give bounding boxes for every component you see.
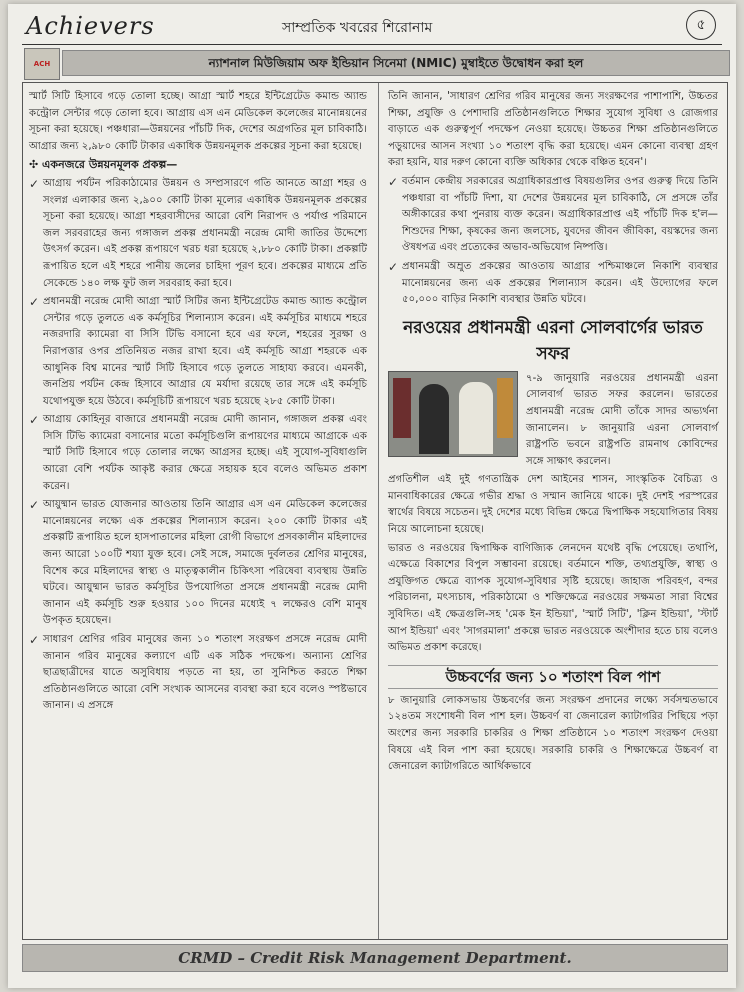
list-item-text: আগ্রায় পর্যটন পরিকাঠামোর উন্নয়ন ও সম্প্রসারণে গতি আনতে আগ্রা শহর ও সংলগ্ন এলাকার জন্য ২,৯০০ কোটি টাকা মূল্যের একাধিক উন্নয়নমূলক প্রকল্পের সূচনা করা হয়েছে। আগ্রা শহরবাসীদের আরো বেশি নিরাপদ ও পর্যাপ্ত পরিমানে জল সরবরাহের জন্য গঙ্গাজল প্রকল্প প্রধানমন্ত্রী নরেন্দ্র মোদী জাতির উদ্দেশ্যে উৎসর্গ করেন। এই প্রকল্প রূপায়ণে খরচ ধরা হয়েছে ২,৮৮০ কোটি টাকা। প্রকল্পটি রূপায়িত হলে এই শহরে পানীয় জলের চাহিদা পূরণ হবে। প্রকল্পের মাধ্যমে প্রতি সেকেন্ডে ১৪০ লক্ষ ফুট জল সরবরাহ করা হবে। bbox=[43, 177, 367, 289]
footer-department: CRMD – Credit Risk Management Department. bbox=[22, 944, 728, 972]
checkmark-icon: ✓ bbox=[29, 295, 40, 310]
column-divider bbox=[378, 83, 379, 939]
achievers-logo-icon: ACH bbox=[24, 48, 60, 80]
flag-icon bbox=[497, 378, 513, 438]
page-number: ৫ bbox=[686, 10, 716, 40]
checkmark-icon: ✓ bbox=[388, 174, 399, 189]
checkmark-icon: ✓ bbox=[388, 259, 399, 274]
list-item-text: আগ্রায় কোহিনূর বাজারে প্রধানমন্ত্রী নরেন্দ্র মোদী জানান, গঙ্গাজল প্রকল্প এবং সিসি টিভি ক্যামেরা বসানোর মতো কর্মসূচিগুলি রূপায়ণের মাধ্যমে আগ্রাকে এক স্মার্ট সিটি হিসাবে গড়ে তোলার লক্ষ্যে আগ্রসর হচ্ছে। এই সুযোগ-সুবিধাগুলি আরো বেশি পর্যটক আকৃষ্ট করার ক্ষেত্রে সহায়ক হবে বলেও অভিমত প্রকাশ করেন। bbox=[43, 414, 367, 492]
top-banner-headline: ন্যাশনাল মিউজিয়াম অফ ইন্ডিয়ান সিনেমা (NMIC) মুম্বাইতে উদ্বোধন করা হল bbox=[62, 50, 730, 76]
solberg-modi-photo bbox=[388, 371, 518, 457]
person-figure bbox=[459, 382, 493, 454]
checkmark-icon: ✓ bbox=[29, 176, 40, 191]
list-item-text: বর্তমান কেন্দ্রীয় সরকারের অগ্রাধিকারপ্রাপ্ত বিষয়গুলির ওপর গুরুত্ব দিয়ে তিনি পঞ্চধারা বা পাঁচটি দিশা, যা দেশের উন্নয়নের মূল চাবিকাঠি, সে প্রসঙ্গে তাঁর অঙ্গীকারের কথা পুনরায় ব্যক্ত করেন। অগ্রাধিকারপ্রাপ্ত এই পাঁচটি দিক হ'ল— শিশুদের শিক্ষা, কৃষকের জন্য জলসেচ, যুবদের জীবন জীবিকা, বয়স্কদের জন্য ঔষধপত্র এবং প্রত্যেকের অভাব-অভিযোগ নিষ্পত্তি। bbox=[402, 175, 718, 254]
list-item bbox=[388, 174, 718, 257]
checkmark-icon: ✓ bbox=[29, 633, 40, 647]
list-item bbox=[29, 497, 367, 630]
list-item bbox=[388, 259, 718, 309]
list-item bbox=[29, 294, 367, 410]
solberg-paragraph: ভারত ও নরওয়ের দ্বিপাক্ষিক বাণিজ্যিক লেনদেন যথেষ্ট বৃদ্ধি পেয়েছে। তথাপি, এক্ষেত্রে বিকাশের বিপুল সম্ভাবনা রয়েছে। বর্তমানে শক্তি, তথ্যপ্রযুক্তি, স্বাস্থ্য ও প্রযুক্তিগত ক্ষেত্রে ব্যাপক সুযোগ-সুবিধার সৃষ্টি হয়েছে। জাহাজ পরিবহণ, বন্দর পরিচালনা, মৎস্যচাষ, পরিকাঠামো ও শক্তিক্ষেত্রে নরওয়ের সক্ষমতা সারা বিশ্বের সুবিদিত। এই ক্ষেত্রগুলি-সহ 'মেক ইন ইন্ডিয়া', 'স্মার্ট সিটি', 'ক্লিন ইন্ডিয়া', 'স্টার্ট আপ ইন্ডিয়া' এবং 'সাগরমালা' প্রকল্পে ভারত নরওয়েকে অংশীদার হতে চায় বলেও অভিমত প্রকাশ করেছে। bbox=[388, 542, 718, 654]
list-item bbox=[29, 632, 367, 715]
flag-icon bbox=[393, 378, 411, 438]
list-item-text: আয়ুষ্মান ভারত যোজনার আওতায় তিনি আগ্রার এস এন মেডিকেল কলেজের মানোন্নয়নের লক্ষ্যে এক প্রকল্পের শিলান্যাস করেন। ২০০ কোটি টাকার এই প্রকল্পটি রূপায়িত হলে হাসপাতালের মহিলা রোগী বিভাগে প্রসবকালীন মহিলাদের জন্য আরো ১০০টি শয্যা যুক্ত হবে। সেই সঙ্গে, সমাজে দুর্বলতর শ্রেণির মানুষের, বিশেষ করে মহিলাদের স্বাস্থ্য ও মাতৃত্বকালীন চিকিৎসা পরিষেবা ব্যবস্থায় উন্নতি ঘটবে। আয়ুষ্মান ভারত কর্মসূচির উপযোগিতা প্রসঙ্গে প্রধানমন্ত্রী নরেন্দ্র মোদী জানান এই কর্মসূচি শুরু হওয়ার ১০০ দিনের মধ্যেই ৭ লক্ষেরও বেশি মানুষ উপকৃত হয়েছেন। bbox=[43, 499, 367, 627]
brand-name: Achievers bbox=[26, 12, 155, 40]
magazine-page bbox=[8, 4, 736, 988]
solberg-paragraph: ৭-৯ জানুয়ারি নরওয়ের প্রধানমন্ত্রী এরনা সোলবার্গ ভারত সফর করলেন। ভারতের প্রধানমন্ত্রী নরেন্দ্র মোদী তাঁকে সাদর অভ্যর্থনা জানালেন। ৮ জানুয়ারি এরনা সোলবার্গ রাষ্ট্রপতি ভবনে রাষ্ট্রপতি রামনাথ কোবিন্দের সঙ্গে সাক্ষাৎ করলেন। bbox=[526, 372, 718, 467]
reservation-bill-headline: উচ্চবর্ণের জন্য ১০ শতাংশ বিল পাশ bbox=[388, 665, 718, 689]
list-item-text: প্রধানমন্ত্রী নরেন্দ্র মোদী আগ্রা স্মার্ট সিটির জন্য ইন্টিগ্রেটেড কমান্ড অ্যান্ড কন্ট্রোল সেন্টার গড়ে তুলতে এক কর্মসূচির শিলান্যাস করেন। এই কর্মসূচির মাধ্যমে শহরে নজরদারি ক্যামেরা বা সিসি টিভি বসানো হবে এর ফলে, শহরের সুরক্ষা ও নিরাপত্তার ওপর প্রতিনিয়ত নজর রাখা হবে। এই কর্মসূচি আগ্রা শহরকে এক আধুনিক বিশ্ব মানের স্মার্ট সিটি হিসাবে গড়ে তুলতে সাহায্য করবে। এমনকী, জনপ্রিয় পর্যটন কেন্দ্র হিসাবে আগ্রার যে মর্যাদা রয়েছে তার সঙ্গে এই কর্মসূচি যথোপযুক্ত হয়ে উঠবে। কর্মসূচিটি রূপায়ণে খরচ হয়েছে ২৮৫ কোটি টাকা। bbox=[43, 296, 367, 407]
reservation-bill-paragraph: ৮ জানুয়ারি লোকসভায় উচ্চবর্ণের জন্য সংরক্ষণ প্রদানের লক্ষ্যে সর্বসম্মতভাবে ১২৪তম সংশোধনী বিল পাশ হল। উচ্চবর্ণ বা জেনারেল ক্যাটাগরির পিছিয়ে পড়া অংশের জন্য সরকারি চাকরির ও শিক্ষা প্রতিষ্ঠানে ১০ শতাংশ সংরক্ষণ দেওয়া বিষয়ে এই বিল পাশ করা হয়েছে। সরকারি চাকরি ও শিক্ষাক্ষেত্রে উচ্চবর্ণ বা জেনারেল ক্যাটাগরিতে আর্থিকভাবে bbox=[388, 694, 718, 773]
projects-subhead: ✣ একনজরে উন্নয়নমূলক প্রকল্প— bbox=[29, 158, 178, 172]
list-item bbox=[29, 176, 367, 292]
left-intro-paragraph: স্মার্ট সিটি হিসাবে গড়ে তোলা হচ্ছে। আগ্রা স্মার্ট শহরে ইন্টিগ্রেটেড কমান্ড অ্যান্ড কন্ট্রোল সেন্টার গড়ে তোলা হবে। আগ্রায় এস এন মেডিকেল কলেজের মানোন্নয়নের সূচনা করা হয়েছে। পঞ্চধারা—উন্নয়নের পাঁচটি দিক, দেশের অগ্রগতির মূল চাবিকাঠি। আগ্রার জন্য ২,৯৮০ কোটি টাকার একাধিক উন্নয়নমূলক প্রকল্পের সূচনা করা হয়েছে। bbox=[29, 91, 367, 152]
solberg-paragraph: প্রগতিশীল এই দুই গণতান্ত্রিক দেশ আইনের শাসন, সাংস্কৃতিক বৈচিত্র্য ও মানবাধিকারের ক্ষেত্রে গভীর শ্রদ্ধা ও সম্মান জানিয়ে থাকে। দুই দেশই পরস্পরের স্বার্থের বিষয়ে সচেতন। দুই দেশের মধ্যে বিভিন্ন ক্ষেত্রে দ্বিপাক্ষিক সহযোগিতার বিষয় নিয়ে আলোচনা হয়েছে। bbox=[388, 474, 718, 536]
left-column bbox=[29, 89, 367, 717]
list-item-text: সাধারণ শ্রেণির গরিব মানুষের জন্য ১০ শতাংশ সংরক্ষণ প্রসঙ্গে নরেন্দ্র মোদী জানান গরিব মানুষের কল্যাণে এটি এক সঠিক পদক্ষেপ। অন্যান্য শ্রেণির ছাত্রছাত্রীদের যাতে অসুবিধায় পড়তে না হয়, তা সুনিশ্চিত করতে শিক্ষা প্রতিষ্ঠানগুলিতে আরো বেশি সংখ্যক আসনের ব্যবস্থা করা হবে বলেও স্পষ্টভাবে জানান। এ প্রসঙ্গে bbox=[43, 634, 367, 712]
checkmark-icon: ✓ bbox=[29, 498, 40, 513]
section-title: সাম্প্রতিক খবরের শিরোনাম bbox=[282, 20, 433, 36]
article-frame bbox=[22, 82, 728, 940]
list-item-text: প্রধানমন্ত্রী অম্রুত প্রকল্পের আওতায় আগ্রার পশ্চিমাঞ্চলে নিকাশি ব্যবস্থার মানোন্নয়নের জন্য এক প্রকল্পের শিলান্যাস করেন। এই উদ্যোগের ফলে ৫০,০০০ বাড়ির নিকাশি ব্যবস্থার উন্নতি ঘটবে। bbox=[402, 260, 718, 306]
solberg-visit-headline: নরওয়ের প্রধানমন্ত্রী এরনা সোলবার্গের ভারত সফর bbox=[403, 317, 703, 364]
list-item bbox=[29, 412, 367, 495]
right-intro-paragraph: তিনি জানান, 'সাধারণ শ্রেণির গরিব মানুষের জন্য সংরক্ষণের পাশাপাশি, উচ্চতর শিক্ষা, প্রযুক্তি ও পেশাদারি প্রতিষ্ঠানগুলিতে শিক্ষার সুযোগ সুবিধা ও রোজগার বাড়াতে এক গুরুত্বপূর্ণ পদক্ষেপ নেওয়া হয়েছে। উচ্চতর শিক্ষা প্রতিষ্ঠানগুলিতে পড়ুয়াদের আসন সংখ্যা ১০ শতাংশ বৃদ্ধি করা হয়েছে। এমন কোনো ব্যবস্থা গ্রহণ করা হয়নি, যার দরুণ কোনো ব্যক্তি অধিকার থেকে বঞ্চিত হবেন'। bbox=[388, 91, 718, 169]
checkmark-icon: ✓ bbox=[29, 413, 40, 428]
masthead bbox=[22, 10, 722, 45]
right-column bbox=[388, 89, 718, 778]
person-figure bbox=[419, 384, 449, 454]
